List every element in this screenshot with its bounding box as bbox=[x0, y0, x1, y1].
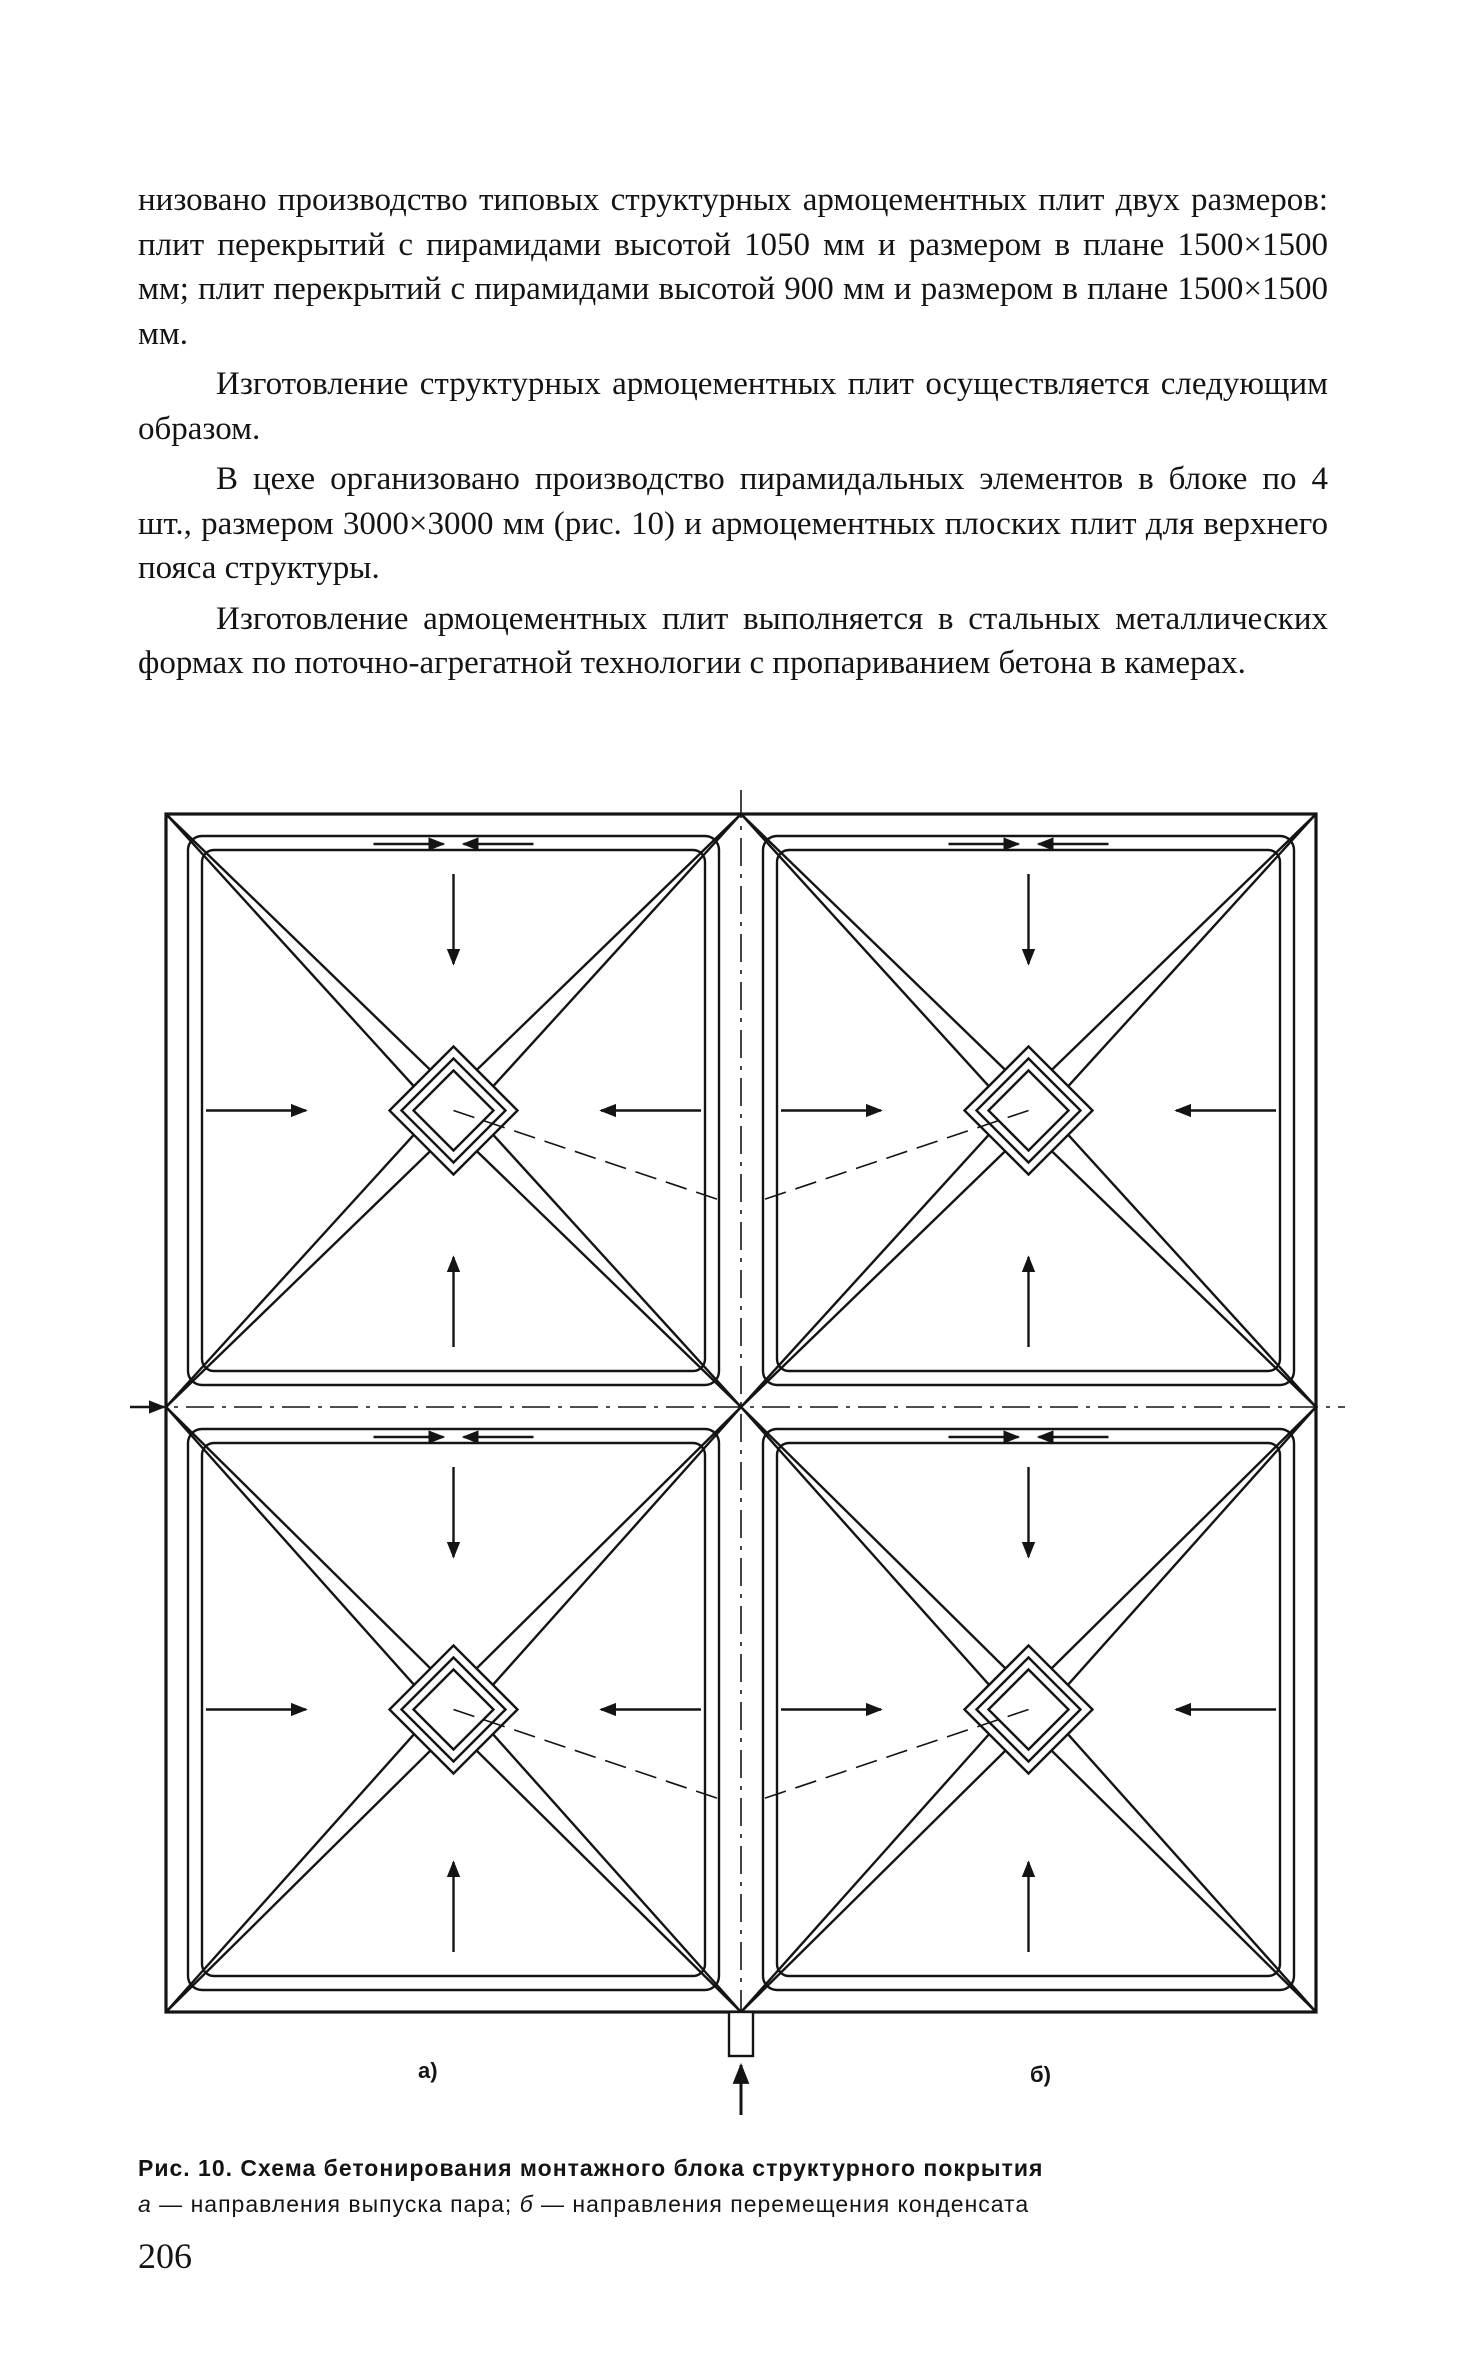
diagonal-rib bbox=[166, 1120, 463, 1407]
diagonal-rib bbox=[463, 1701, 741, 2012]
paragraph-1: низовано производство типовых структурных армоцементных плит двух размеров: плит перекрытий с пирамидами высотой 1050 мм и размером в плане 1500×1500 мм; плит перекрытий с пирамидами высотой 900 мм и размером в плане 1500×1500 мм. bbox=[138, 182, 1328, 352]
diagonal-rib bbox=[444, 1407, 741, 1701]
page-number: 206 bbox=[138, 2236, 192, 2276]
paragraph-3: В цехе организовано производство пирамидальных элементов в блоке по 4 шт., размером 3000×3000 мм (рис. 10) и армоцементных плоских плит для верхнего пояса структуры. bbox=[138, 461, 1328, 586]
steam-inlet-pipe bbox=[729, 2012, 753, 2056]
diagonal-rib bbox=[1038, 1701, 1316, 2012]
condensate-path bbox=[454, 1111, 722, 1201]
caption-legend bbox=[138, 2186, 1338, 2222]
diagonal-rib bbox=[166, 1701, 444, 2012]
diagonal-rib bbox=[741, 1120, 1038, 1407]
diagonal-rib bbox=[1038, 1101, 1316, 1407]
diagonal-rib bbox=[1019, 1718, 1316, 2012]
caption-title: Рис. 10. Схема бетонирования монтажного блока структурного покрытия bbox=[138, 2155, 1044, 2181]
figure-label-b: б) bbox=[1030, 2062, 1051, 2087]
condensate-path bbox=[761, 1710, 1029, 1800]
diagonal-rib bbox=[1038, 814, 1316, 1120]
diagonal-rib bbox=[463, 814, 741, 1120]
legend-a-letter: а bbox=[138, 2191, 152, 2217]
diagonal-rib bbox=[444, 814, 741, 1101]
diagonal-rib bbox=[741, 1718, 1038, 2012]
diagonal-rib bbox=[741, 814, 1038, 1101]
diagonal-rib bbox=[444, 1120, 741, 1407]
paragraph-4: Изготовление армоцементных плит выполняется в стальных металлических формах по поточно-агрегатной технологии с пропариванием бетона в камерах. bbox=[138, 600, 1328, 681]
body-text bbox=[138, 178, 1328, 686]
diagonal-rib bbox=[741, 1407, 1038, 1701]
diagonal-rib bbox=[741, 1701, 1019, 2012]
diagonal-rib bbox=[463, 1101, 741, 1407]
figure-caption bbox=[138, 2150, 1338, 2222]
paragraph-2: Изготовление структурных армоцементных плит осуществляется следующим образом. bbox=[138, 366, 1328, 447]
condensate-path bbox=[454, 1710, 722, 1800]
legend-b-letter: б bbox=[519, 2191, 534, 2217]
concreting-scheme-figure bbox=[120, 780, 1360, 2130]
diagonal-rib bbox=[741, 1101, 1019, 1407]
diagonal-rib bbox=[741, 814, 1019, 1120]
diagonal-rib bbox=[1019, 1120, 1316, 1407]
diagonal-rib bbox=[1019, 814, 1316, 1101]
figure-label-a: а) bbox=[418, 2058, 438, 2083]
diagonal-rib bbox=[166, 814, 463, 1101]
diagonal-rib bbox=[166, 814, 444, 1120]
diagonal-rib bbox=[741, 1407, 1019, 1718]
legend-b-text: — направления перемещения конденсата bbox=[533, 2191, 1030, 2217]
diagonal-rib bbox=[166, 1718, 463, 2012]
diagonal-rib bbox=[166, 1407, 444, 1718]
diagonal-rib bbox=[1038, 1407, 1316, 1718]
diagonal-rib bbox=[463, 1407, 741, 1718]
diagonal-rib bbox=[444, 1718, 741, 2012]
diagonal-rib bbox=[166, 1407, 463, 1701]
condensate-path bbox=[761, 1111, 1029, 1201]
diagonal-rib bbox=[166, 1101, 444, 1407]
legend-a-text: — направления выпуска пара; bbox=[151, 2191, 520, 2217]
diagonal-rib bbox=[1019, 1407, 1316, 1701]
